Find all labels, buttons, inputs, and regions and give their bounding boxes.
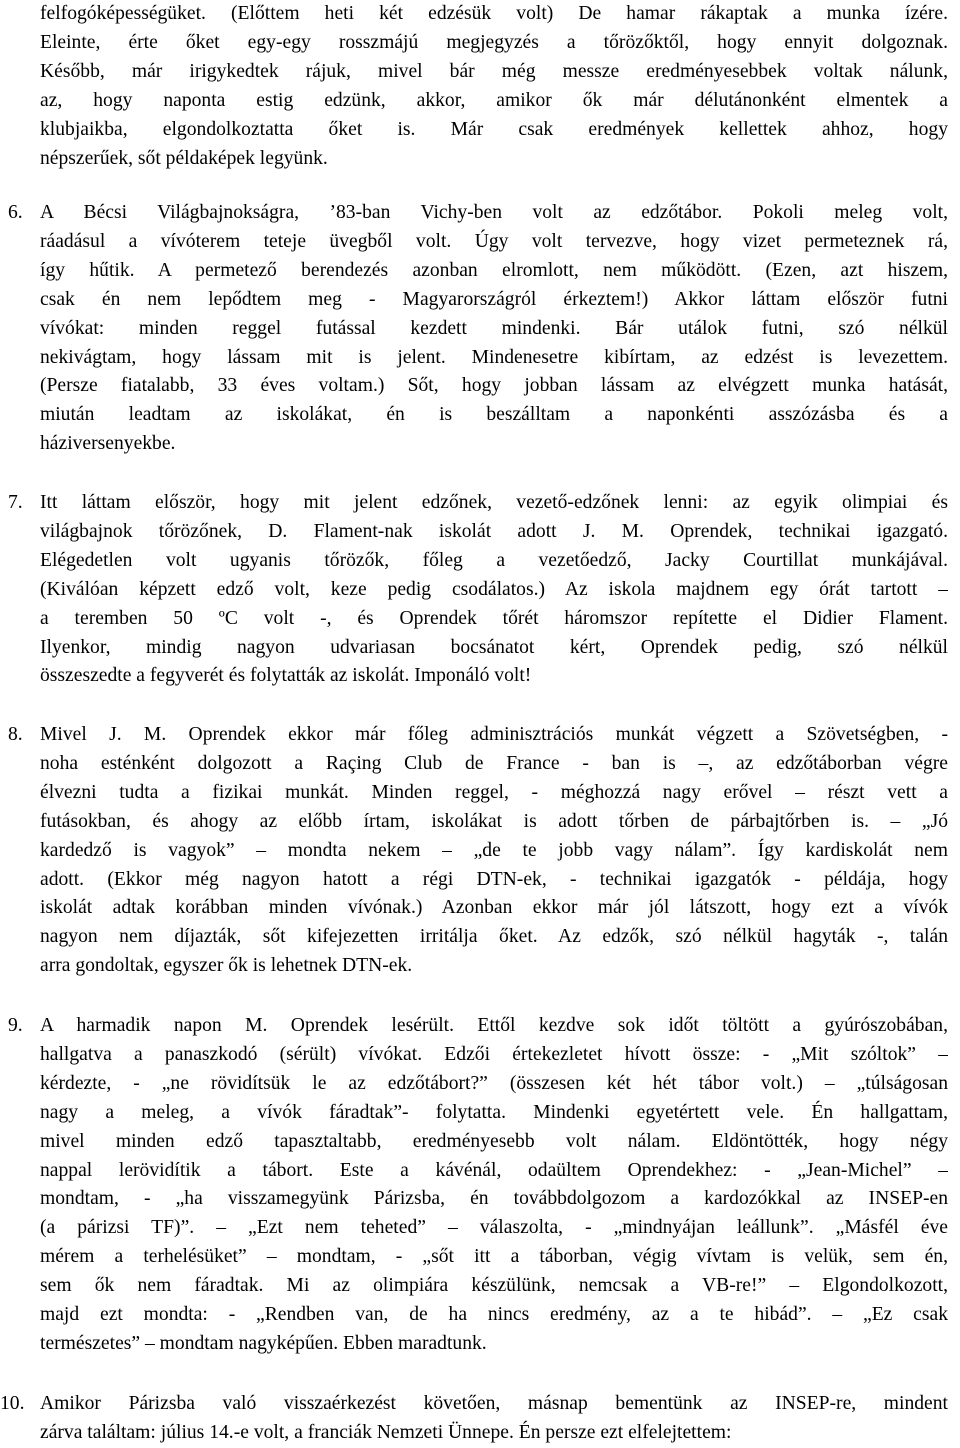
text-line: háziversenyekbe. <box>40 433 176 455</box>
text-line: adott. (Ekkor még nagyon hatott a régi DTN-ek, - technikai igazgatók - példája, hogy <box>40 868 948 890</box>
paragraph-number: 6. <box>8 202 23 223</box>
text-line: sem ők nem fáradtak. Mi az olimpiára készülünk, nemcsak a VB-re!” – Elgondolkozott, <box>40 1275 948 1297</box>
paragraph-number: 8. <box>8 724 23 745</box>
paragraph-number: 10. <box>0 1393 25 1414</box>
text-line: az, hogy naponta estig edzünk, akkor, amikor ők már délutánonként elmentek a <box>40 89 948 111</box>
text-line: Eleinte, érte őket egy-egy rosszmájú megjegyzés a tőrözőktől, hogy ennyit dolgoznak. <box>40 31 948 53</box>
text-line: miután leadtam az iskolákat, én is beszálltam a naponkénti asszózásba és a <box>40 404 948 426</box>
text-line: majd ezt mondta: - „Rendben van, de ha nincs eredmény, az a te hibád”. – „Ez csak <box>40 1304 948 1326</box>
text-line: (Persze fiatalabb, 33 éves voltam.) Sőt, hogy jobban lássam az elvégzett munka hatását, <box>40 375 948 397</box>
text-line: mérem a terhelésüket” – mondtam, - „sőt itt a táborban, végig vívtam is velük, sem én, <box>40 1246 948 1268</box>
text-line: mivel minden edző tapasztaltabb, eredményesebb volt nálam. Eldöntötték, hogy négy <box>40 1130 948 1152</box>
paragraph-7 <box>8 489 954 691</box>
text-line: iskolát adtak korábban minden vívónak.) Azonban ekkor már jól látszott, hogy ezt a vívók <box>40 897 948 919</box>
text-line: élvezni tudta a fizikai munkát. Minden reggel, - méghozzá nagy erővel – részt vett a <box>40 781 948 803</box>
text-line: klubjaikba, elgondolkoztatta őket is. Már csak eredmények kellettek ahhoz, hogy <box>40 118 948 140</box>
paragraph-6 <box>8 199 954 459</box>
text-line: (Kiválóan képzett edző volt, keze pedig csodálatos.) Az iskola majdnem egy órát tartott – <box>40 578 948 600</box>
text-line: nagy a meleg, a vívók fáradtak”- folytatta. Mindenki egyetértett vele. Én hallgattam, <box>40 1101 948 1123</box>
text-line: Itt láttam először, hogy mit jelent edzőnek, vezető-edzőnek lenni: az egyik olimpiai és <box>40 492 948 513</box>
paragraph-number: 9. <box>8 1015 23 1036</box>
text-line: zárva találtam: július 14.-e volt, a franciák Nemzeti Ünnepe. Én persze ezt elfelejtettem: <box>40 1421 732 1443</box>
text-line: a teremben 50 ºC volt -, és Oprendek tőrét háromszor repítette el Didier Flament. <box>40 607 948 629</box>
text-line: arra gondoltak, egyszer ők is lehetnek DTN-ek. <box>40 955 413 977</box>
paragraph-continued <box>40 0 954 173</box>
text-line: A harmadik napon M. Oprendek lesérült. Ettől kezdve sok időt töltött a gyúrószobában, <box>40 1015 948 1036</box>
paragraph-8 <box>8 721 954 981</box>
text-line: csak én nem lepődtem meg - Magyarországról érkeztem!) Akkor láttam először futni <box>40 288 948 310</box>
text-line: hallgatva a panaszkodó (sérült) vívókat. Edzői értekezletet hívott össze: - „Mit szóltok” – <box>40 1043 948 1065</box>
text-line: Elégedetlen volt ugyanis tőrözők, főleg a vezetőedző, Jacky Courtillat munkájával. <box>40 549 948 571</box>
text-line: noha esténként dolgozott a Raçing Club de France - ban is –, az edzőtáborban végre <box>40 752 948 774</box>
text-line: Mivel J. M. Oprendek ekkor már főleg adminisztrációs munkát végzett a Szövetségben, - <box>40 724 948 745</box>
text-line: A Bécsi Világbajnokságra, ’83-ban Vichy-ben volt az edzőtábor. Pokoli meleg volt, <box>40 202 948 223</box>
text-line: vívókat: minden reggel futással kezdett mindenki. Bár utálok futni, szó nélkül <box>40 317 948 339</box>
text-line: Ilyenkor, mindig nagyon udvariasan bocsánatot kért, Oprendek pedig, szó nélkül <box>40 636 948 658</box>
text-line: futásokban, és ahogy az előbb írtam, iskolákat is adott tőrben de párbajtőrben is. – „Jó <box>40 810 948 832</box>
text-line: összeszedte a fegyverét és folytatták az iskolát. Imponáló volt! <box>40 665 532 687</box>
text-line: nagyon nem díjazták, sőt kifejezetten irritálja őket. Az edzők, szó nélkül hagyták -, talán <box>40 926 948 948</box>
text-line: kérdezte, - „ne rövidítsük le az edzőtábort?” (összesen két hét tábor volt.) – „túlságosan <box>40 1072 948 1094</box>
paragraph-10 <box>0 1390 954 1448</box>
text-line: ráadásul a vívóterem teteje üvegből volt. Úgy volt tervezve, hogy vizet permeteznek rá, <box>40 230 948 252</box>
text-line: Amikor Párizsba való visszaérkezést követően, másnap bementünk az INSEP-re, mindent <box>40 1393 948 1414</box>
text-line: így hűtik. A permetező berendezés azonban elromlott, nem működött. (Ezen, azt hiszem, <box>40 259 948 281</box>
paragraph-number: 7. <box>8 492 23 513</box>
text-line: világbajnok tőrözőnek, D. Flament-nak iskolát adott J. M. Oprendek, technikai igazgató. <box>40 520 948 542</box>
text-line: nekivágtam, hogy lássam mit is jelent. Mindenesetre kibírtam, az edzést is levezettem. <box>40 346 948 368</box>
paragraph-9 <box>8 1012 954 1359</box>
text-line: felfogóképességüket. (Előttem heti két edzésük volt) De hamar rákaptak a munka ízére. <box>40 3 948 24</box>
text-line: népszerűek, sőt példaképek legyünk. <box>40 147 328 169</box>
text-line: (a párizsi TF)”. – „Ezt nem teheted” – válaszolta, - „mindnyájan leállunk”. „Másfél éve <box>40 1217 948 1239</box>
text-line: Később, már irigykedtek rájuk, mivel bár még messze eredményesebbek voltak nálunk, <box>40 60 948 82</box>
text-line: nappal lerövidítik a tábort. Este a kávénál, odaültem Oprendekhez: - „Jean-Michel” – <box>40 1159 948 1181</box>
text-line: természetes” – mondtam nagyképűen. Ebben maradtunk. <box>40 1332 487 1354</box>
text-line: mondtam, - „ha visszamegyünk Párizsba, én továbbdolgozom a kardozókkal az INSEP-en <box>40 1188 948 1210</box>
text-line: kardedző is vagyok” – mondta nekem – „de te jobb vagy nálam”. Így kardiskolát nem <box>40 839 948 861</box>
